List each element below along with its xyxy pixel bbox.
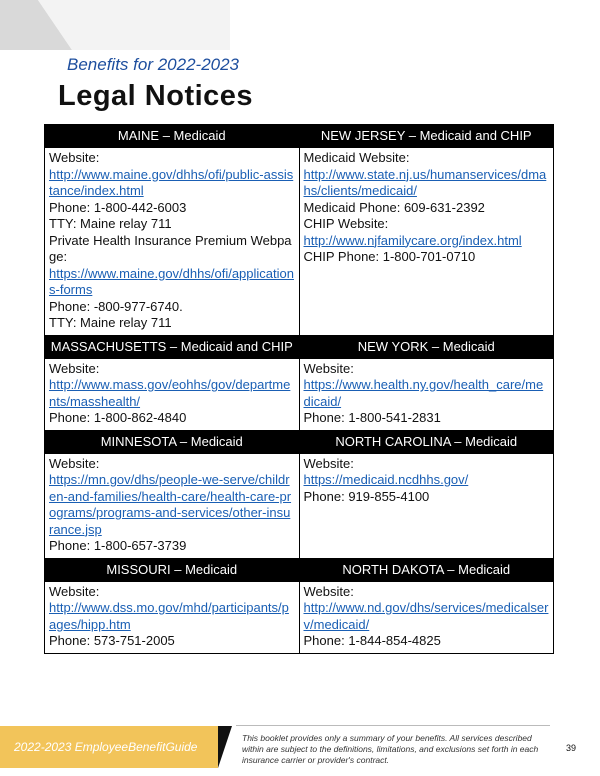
state-info-row [45,453,554,558]
info-text: Phone: 1-800-657-3739 [49,538,187,553]
corner-decoration [0,0,230,50]
page-title: Legal Notices [58,80,254,112]
info-text: Website: [303,583,354,599]
website-link[interactable]: https://medicaid.ncdhhs.gov/ [303,472,469,487]
website-link[interactable]: http://www.mass.gov/eohhs/gov/departments/masshealth/ [49,377,291,409]
state-heading-row [45,430,554,453]
state-heading: NORTH DAKOTA – Medicaid [299,558,554,581]
state-info-cell [299,453,554,558]
info-text: Website: [303,360,354,376]
page-number: 39 [566,743,577,753]
state-info-cell [299,148,554,336]
info-text: Website: [303,455,354,471]
state-heading-row [45,558,554,581]
info-text: Website: [49,360,100,376]
state-info-cell [299,358,554,430]
state-heading: MINNESOTA – Medicaid [45,430,300,453]
state-heading: MASSACHUSETTS – Medicaid and CHIP [45,335,300,358]
state-info-cell [45,453,300,558]
state-info-cell [45,148,300,336]
legal-notices-table [44,124,554,654]
info-text: Phone: 1-800-541-2831 [303,410,441,425]
state-heading: NEW YORK – Medicaid [299,335,554,358]
website-link[interactable]: http://www.nd.gov/dhs/services/medicalserv/medicaid/ [303,600,549,632]
info-text: TTY: Maine relay 711 [49,216,172,231]
info-text: Phone: 1-800-442-6003 [49,199,187,215]
state-info-cell [45,581,300,653]
state-info-row [45,358,554,430]
info-text: Website: [49,455,100,471]
website-link[interactable]: http://www.state.nj.us/humanservices/dmahs/clients/medicaid/ [303,166,547,198]
footer-accent-triangle [218,726,232,768]
info-text: CHIP Website: [303,216,389,231]
state-heading: MISSOURI – Medicaid [45,558,300,581]
info-text: CHIP Phone: 1-800-701-0710 [303,249,476,264]
info-text: TTY: Maine relay 711 [49,315,172,330]
footer-divider [236,725,550,726]
state-heading: MAINE – Medicaid [45,125,300,148]
website-link[interactable]: https://www.health.ny.gov/health_care/medicaid/ [303,377,544,409]
state-heading: NORTH CAROLINA – Medicaid [299,430,554,453]
info-text: Phone: 573-751-2005 [49,633,175,648]
state-info-row [45,148,554,336]
footer-disclaimer: This booklet provides only a summary of your benefits. All services described within are subject to the definitions, limitations, and exclusions set forth in each insurance carrier or provider's contract. [242,733,539,765]
website-link[interactable]: https://mn.gov/dhs/people-we-serve/children-and-families/health-care/health-care-programs/programs-and-services/other-insurance.jsp [49,472,292,537]
state-info-row [45,581,554,653]
state-heading-row [45,125,554,148]
state-heading: NEW JERSEY – Medicaid and CHIP [299,125,554,148]
info-text: Phone: 1-800-862-4840 [49,410,187,425]
info-text: Website: [49,583,100,599]
page-subtitle: Benefits for 2022-2023 [67,55,240,74]
info-text: Medicaid Website: [303,150,410,165]
footer-guide-title: 2022-2023 EmployeeBenefitGuide [14,740,198,754]
website-link[interactable]: https://www.maine.gov/dhhs/ofi/applications-forms [49,265,294,297]
info-text: Phone: -800-977-6740. [49,298,183,314]
website-link[interactable]: http://www.dss.mo.gov/mhd/participants/pages/hipp.htm [49,600,289,632]
state-info-cell [45,358,300,430]
info-text: Website: [49,150,100,165]
state-heading-row [45,335,554,358]
info-text: Phone: 1-844-854-4825 [303,633,441,648]
website-link[interactable]: http://www.maine.gov/dhhs/ofi/public-assistance/index.html [49,166,294,198]
info-text: Medicaid Phone: 609-631-2392 [303,199,485,215]
state-info-cell [299,581,554,653]
info-text: Private Health Insurance Premium Webpage: [49,232,292,264]
website-link[interactable]: http://www.njfamilycare.org/index.html [303,232,522,248]
info-text: Phone: 919-855-4100 [303,488,430,504]
